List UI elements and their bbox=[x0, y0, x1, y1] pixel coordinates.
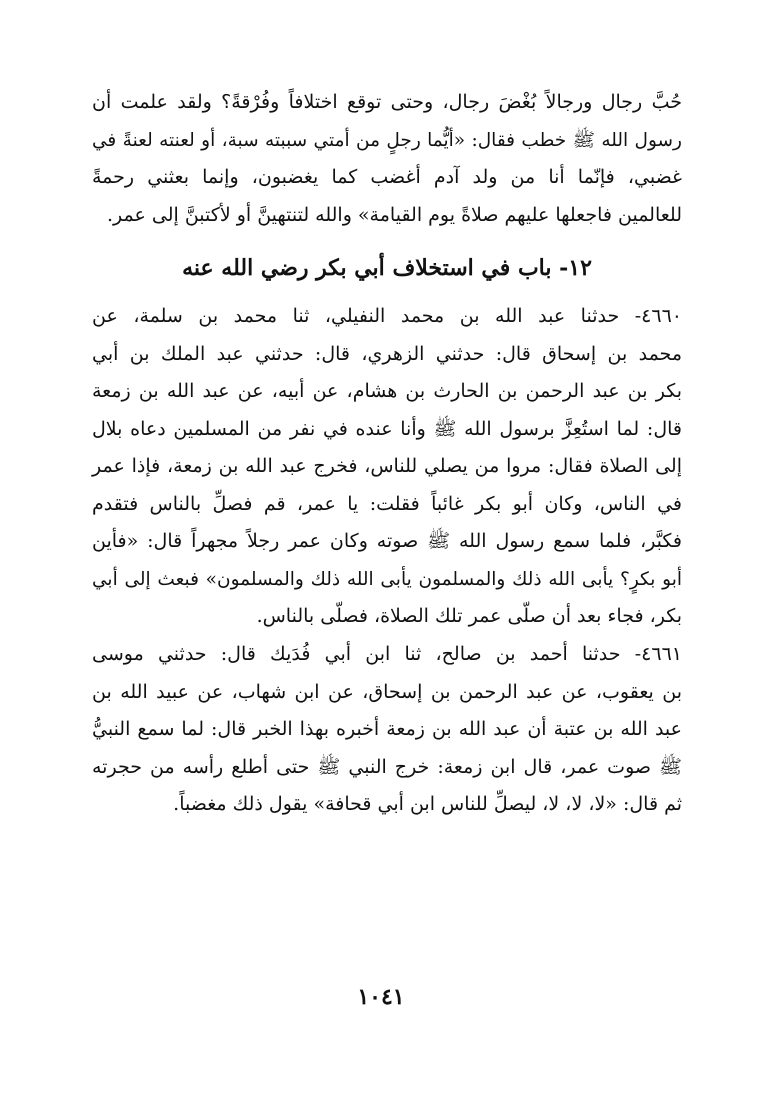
text-line: ٤٦٦٠- حدثنا عبد الله بن محمد النفيلي، ثنا محمد بن سلمة، عن bbox=[92, 305, 682, 327]
chapter-heading: ١٢- باب في استخلاف أبي بكر رضي الله عنه bbox=[182, 255, 592, 281]
text-line: بكر، فجاء بعد أن صلّى عمر تلك الصلاة، فصلّى بالناس. bbox=[256, 605, 682, 627]
text-line: غضبي، فإنّما أنا من ولد آدم أغضب كما يغضبون، وإنما بعثني رحمةً bbox=[92, 166, 682, 188]
text-line: في الناس، وكان أبو بكر غائباً فقلت: يا عمر، قم فصلِّ بالناس فتقدم bbox=[92, 492, 682, 515]
text-line: قال: لما استُعِزَّ برسول الله ﷺ وأنا عنده في نفر من المسلمين دعاه بلال bbox=[92, 417, 682, 440]
page-number: ١٠٤١ bbox=[357, 984, 405, 1010]
intro-paragraph bbox=[92, 84, 682, 234]
text-line: محمد بن إسحاق قال: حدثني الزهري، قال: حدثني عبد الملك بن أبي bbox=[92, 342, 682, 365]
text-line: حُبَّ رجال ورجالاً بُغْضَ رجال، وحتى توقع اختلافاً وفُرْقةً؟ ولقد علمت أن bbox=[92, 91, 682, 113]
text-line: فكبَّر، فلما سمع رسول الله ﷺ صوته وكان عمر رجلاً مجهراً قال: «فأين bbox=[92, 530, 682, 552]
text-line: إلى الصلاة فقال: مروا من يصلي للناس، فخرج عبد الله بن زمعة، فإذا عمر bbox=[92, 455, 682, 477]
text-line: أبو بكرٍ؟ يأبى الله ذلك والمسلمون يأبى الله ذلك والمسلمون» فبعث إلى أبي bbox=[92, 568, 682, 590]
text-line: للعالمين فاجعلها عليهم صلاةً يوم القيامة» والله لتنتهينَّ أو لأكتبنَّ إلى عمر. bbox=[107, 203, 682, 226]
text-line: بن يعقوب، عن عبد الرحمن بن إسحاق، عن ابن شهاب، عن عبيد الله بن bbox=[92, 680, 682, 703]
text-line: ثم قال: «لا، لا، لا، ليصلِّ للناس ابن أبي قحافة» يقول ذلك مغضباً. bbox=[173, 793, 682, 815]
text-line: عبد الله بن عتبة أن عبد الله بن زمعة أخبره بهذا الخبر قال: لما سمع النبيُّ bbox=[92, 718, 682, 740]
text-line: رسول الله ﷺ خطب فقال: «أيُّما رجلٍ من أمتي سببته سبة، أو لعنته لعنةً في bbox=[92, 129, 682, 151]
text-line: بكر بن عبد الرحمن بن الحارث بن هشام، عن أبيه، عن عبد الله بن زمعة bbox=[92, 380, 682, 402]
hadith-4660-paragraph bbox=[92, 298, 682, 636]
hadith-4661-paragraph bbox=[92, 636, 682, 824]
text-line: ٤٦٦١- حدثنا أحمد بن صالح، ثنا ابن أبي فُدَيك قال: حدثني موسى bbox=[92, 643, 682, 665]
text-line: ﷺ صوت عمر، قال ابن زمعة: خرج النبي ﷺ حتى أطلع رأسه من حجرته bbox=[92, 755, 682, 778]
